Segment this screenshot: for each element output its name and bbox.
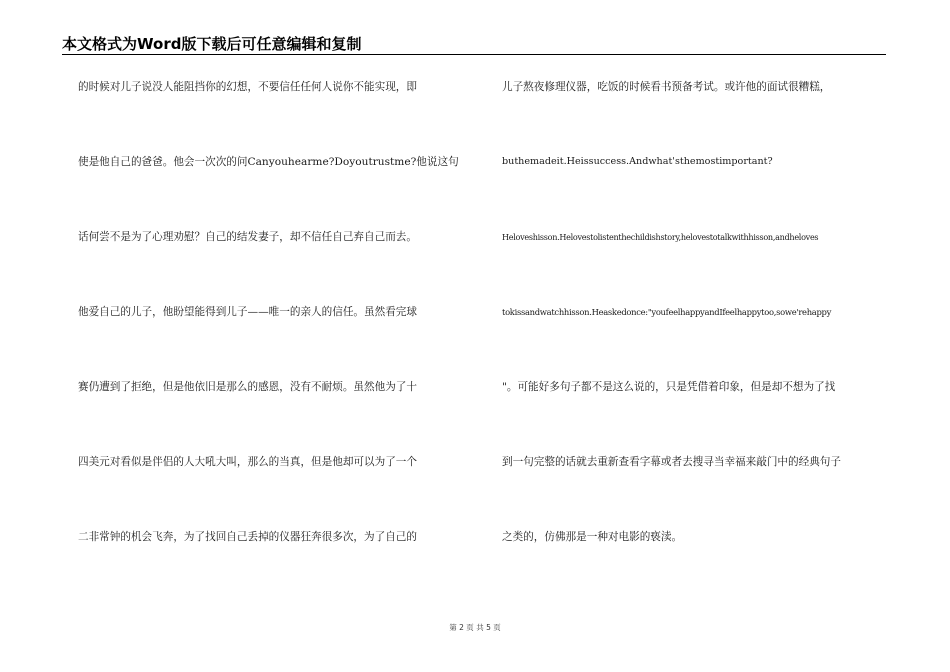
right-line-5: "。可能好多句子都不是这么说的，只是凭借着印象，但是却不想为了找 [502, 381, 836, 393]
document-header-title: 本文格式为Word版下载后可任意编辑和复制 [62, 35, 362, 53]
left-text-column [78, 0, 478, 672]
left-line-3: 话何尝不是为了心理劝慰？自己的结发妻子，却不信任自己弃自己而去。 [78, 231, 417, 243]
right-line-6: 到一句完整的话就去重新查看字幕或者去搜寻当幸福来敲门中的经典句子 [502, 456, 841, 468]
right-line-7: 之类的，仿佛那是一种对电影的亵渎。 [502, 531, 683, 543]
left-line-5: 赛仍遭到了拒绝，但是他依旧是那么的感恩，没有不耐烦。虽然他为了十 [78, 381, 417, 393]
right-text-column [502, 0, 892, 672]
right-line-4: tokissandwatchhisson.Heaskedonce:"youfeelhappyandIfeelhappytoo,sowe'rehappy [502, 307, 832, 317]
left-line-2: 使是他自己的爸爸。他会一次次的问Canyouhearme?Doyoutrustme?他说这句 [78, 156, 459, 168]
right-line-2: buthemadeit.Heissuccess.Andwhat'sthemostimportant? [502, 156, 773, 167]
right-line-1: 儿子熬夜修理仪器，吃饭的时候看书预备考试。或许他的面试很糟糕， [502, 81, 831, 93]
right-line-3: Heloveshisson.Helovestolistenthechildishstory,helovestotalkwithhisson,andheloves [502, 232, 819, 242]
page-number-footer: 第 2 页 共 5 页 [449, 623, 501, 632]
left-line-4: 他爱自己的儿子，他盼望能得到儿子——唯一的亲人的信任。虽然看完球 [78, 306, 417, 318]
left-line-1: 的时候对儿子说没人能阻挡你的幻想，不要信任任何人说你不能实现，即 [78, 81, 417, 93]
left-line-7: 二非常钟的机会飞奔，为了找回自己丢掉的仪器狂奔很多次，为了自己的 [78, 531, 417, 543]
left-line-6: 四美元对看似是伴侣的人大吼大叫，那么的当真，但是他却可以为了一个 [78, 456, 417, 468]
